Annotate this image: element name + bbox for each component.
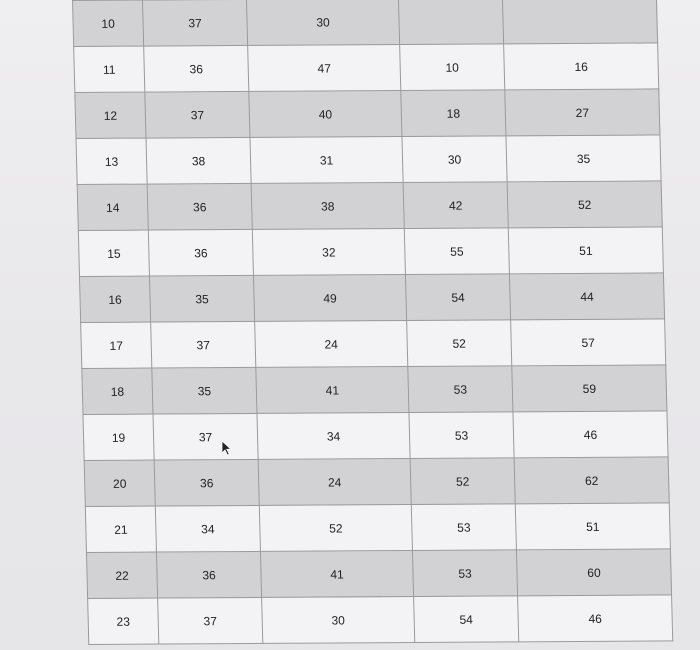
table-cell: 47 xyxy=(248,45,401,92)
table-cell: 20 xyxy=(84,460,155,506)
table-cell: 62 xyxy=(514,457,669,504)
table-cell: 52 xyxy=(407,320,512,367)
table-cell: 57 xyxy=(511,319,666,366)
table-cell: 24 xyxy=(258,458,411,505)
table-cell: 35 xyxy=(506,135,661,182)
table-row xyxy=(74,43,659,93)
table-cell: 37 xyxy=(143,0,248,46)
table-cell: 34 xyxy=(257,412,410,459)
table-cell: 49 xyxy=(253,275,406,322)
table-cell: 24 xyxy=(255,320,408,367)
table-cell: 38 xyxy=(251,183,404,230)
table-cell: 37 xyxy=(145,91,250,138)
table-cell: 12 xyxy=(75,92,146,138)
table-cell: 54 xyxy=(414,596,519,643)
table-cell: 37 xyxy=(151,321,256,368)
mouse-pointer-icon xyxy=(221,440,233,456)
table-cell: 51 xyxy=(508,227,663,274)
table-row xyxy=(86,549,671,599)
table-cell: 18 xyxy=(401,90,506,137)
table-row xyxy=(88,595,673,645)
table-cell: 44 xyxy=(509,273,664,320)
table-cell: 36 xyxy=(147,183,252,230)
table-cell: 30 xyxy=(246,0,399,45)
table-body xyxy=(73,0,673,644)
table-cell: 41 xyxy=(260,550,413,597)
table-container xyxy=(72,0,672,645)
table-cell xyxy=(502,0,657,44)
table-cell: 51 xyxy=(515,503,670,550)
table-cell: 55 xyxy=(404,228,509,275)
table-cell: 11 xyxy=(74,46,145,92)
table-cell: 35 xyxy=(149,275,254,322)
table-cell: 53 xyxy=(412,550,517,597)
table-cell: 31 xyxy=(250,137,403,184)
table-cell: 42 xyxy=(403,182,508,229)
table-cell: 36 xyxy=(156,551,261,598)
table-cell: 53 xyxy=(409,412,514,459)
table-row xyxy=(83,411,668,461)
table-cell: 54 xyxy=(405,274,510,321)
table-cell: 17 xyxy=(81,322,152,368)
table-row xyxy=(78,227,663,277)
table-cell: 53 xyxy=(411,504,516,551)
table-cell: 16 xyxy=(504,43,659,90)
table-cell: 36 xyxy=(144,45,249,92)
table-cell: 36 xyxy=(148,229,253,276)
table-cell: 34 xyxy=(155,505,260,552)
table-cell: 10 xyxy=(400,44,505,91)
table-cell: 52 xyxy=(507,181,662,228)
table-cell: 23 xyxy=(88,598,159,644)
table-cell: 36 xyxy=(154,459,259,506)
table-cell: 60 xyxy=(516,549,671,596)
table-cell: 19 xyxy=(83,414,154,460)
table-cell: 30 xyxy=(402,136,507,183)
table-row xyxy=(79,273,664,323)
table-row xyxy=(84,457,669,507)
table-row xyxy=(85,503,670,553)
table-cell: 35 xyxy=(152,367,257,414)
table-cell: 53 xyxy=(408,366,513,413)
table-cell: 46 xyxy=(518,595,673,642)
table-row xyxy=(73,0,658,46)
table-row xyxy=(82,365,667,415)
table-cell: 46 xyxy=(513,411,668,458)
table-cell: 37 xyxy=(158,597,263,644)
table-cell: 52 xyxy=(259,504,412,551)
table-cell: 18 xyxy=(82,368,153,414)
table-row xyxy=(81,319,666,369)
table-cell: 15 xyxy=(78,230,149,276)
table-cell: 21 xyxy=(85,506,156,552)
table-cell: 27 xyxy=(505,89,660,136)
table-cell: 40 xyxy=(249,91,402,138)
table-cell: 41 xyxy=(256,366,409,413)
table-row xyxy=(76,135,661,185)
data-table xyxy=(72,0,673,645)
table-row xyxy=(75,89,660,139)
table-cell xyxy=(398,0,503,45)
table-cell: 52 xyxy=(410,458,515,505)
table-cell: 16 xyxy=(79,276,150,322)
table-cell: 37 xyxy=(153,413,258,460)
table-row xyxy=(77,181,662,231)
table-cell: 38 xyxy=(146,137,251,184)
table-cell: 14 xyxy=(77,184,148,230)
table-cell: 32 xyxy=(252,229,405,276)
table-cell: 22 xyxy=(86,552,157,598)
table-cell: 10 xyxy=(73,0,144,46)
table-cell: 13 xyxy=(76,138,147,184)
table-cell: 30 xyxy=(262,596,415,643)
table-cell: 59 xyxy=(512,365,667,412)
